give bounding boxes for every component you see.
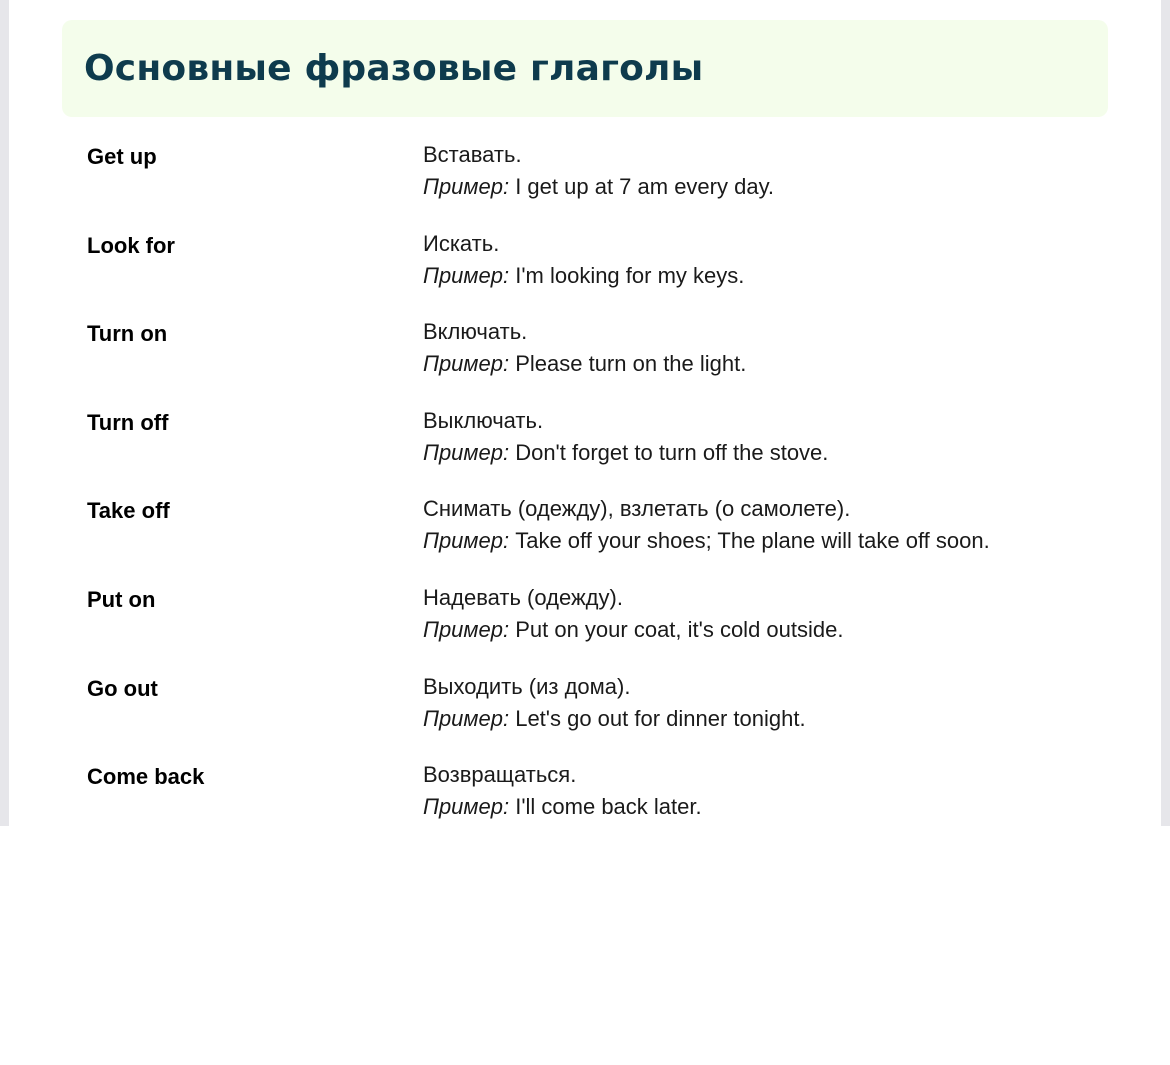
verb-example: Take off your shoes; The plane will take off soon. xyxy=(515,528,990,554)
verb-term: Turn off xyxy=(87,409,169,435)
verb-example-line xyxy=(423,348,746,380)
title-banner xyxy=(62,20,1108,117)
example-label: Пример: xyxy=(423,705,510,731)
verb-example: I'll come back later. xyxy=(515,794,702,820)
verb-example: Please turn on the light. xyxy=(515,351,747,377)
verb-meaning: Выходить (из дома). xyxy=(423,673,631,699)
verb-example-line xyxy=(423,437,828,469)
verb-example-line xyxy=(423,525,990,557)
page-title: Основные фразовые глаголы xyxy=(84,48,704,89)
verb-example: Let's go out for dinner tonight. xyxy=(515,705,806,731)
example-label: Пример: xyxy=(423,528,510,554)
verb-definition xyxy=(423,405,828,469)
blank-area xyxy=(0,826,1170,1065)
example-label: Пример: xyxy=(423,439,510,465)
verb-term: Look for xyxy=(87,232,175,258)
example-label: Пример: xyxy=(423,794,510,820)
verb-definition xyxy=(423,671,806,735)
verb-definition xyxy=(423,759,702,823)
verb-meaning: Надевать (одежду). xyxy=(423,584,623,610)
list-item xyxy=(87,759,1137,826)
verb-definition xyxy=(423,582,843,646)
list-item xyxy=(87,139,1137,228)
verb-example-line xyxy=(423,703,806,735)
example-label: Пример: xyxy=(423,262,510,288)
list-item xyxy=(87,493,1137,582)
verb-meaning: Искать. xyxy=(423,230,500,256)
verb-definition xyxy=(423,493,990,557)
verb-term: Turn on xyxy=(87,321,168,347)
verb-meaning: Выключать. xyxy=(423,407,544,433)
verb-term: Get up xyxy=(87,144,157,169)
verb-meaning: Возвращаться. xyxy=(423,762,577,788)
verb-meaning: Вставать. xyxy=(423,142,522,167)
verb-example: I'm looking for my keys. xyxy=(515,262,745,288)
list-item xyxy=(87,228,1137,317)
list-item xyxy=(87,316,1137,405)
phrasal-verb-list xyxy=(87,139,1137,826)
verb-example: I get up at 7 am every day. xyxy=(515,174,775,199)
verb-example-line xyxy=(423,791,702,823)
verb-example-line xyxy=(423,260,744,292)
verb-meaning: Снимать (одежду), взлетать (о самолете). xyxy=(423,496,851,522)
verb-term: Come back xyxy=(87,764,205,790)
verb-definition xyxy=(423,228,744,292)
verb-example-line xyxy=(423,614,843,646)
list-item xyxy=(87,405,1137,494)
verb-example: Put on your coat, it's cold outside. xyxy=(515,616,844,642)
example-label: Пример: xyxy=(423,351,510,377)
example-label: Пример: xyxy=(423,616,510,642)
verb-example-line xyxy=(423,171,774,203)
verb-term: Go out xyxy=(87,675,158,701)
example-label: Пример: xyxy=(423,174,510,199)
verb-example: Don't forget to turn off the stove. xyxy=(515,439,829,465)
verb-definition xyxy=(423,139,774,203)
list-item xyxy=(87,671,1137,760)
verb-meaning: Включать. xyxy=(423,319,528,345)
verb-definition xyxy=(423,316,746,380)
verb-term: Put on xyxy=(87,586,156,612)
verb-term: Take off xyxy=(87,498,170,524)
list-item xyxy=(87,582,1137,671)
